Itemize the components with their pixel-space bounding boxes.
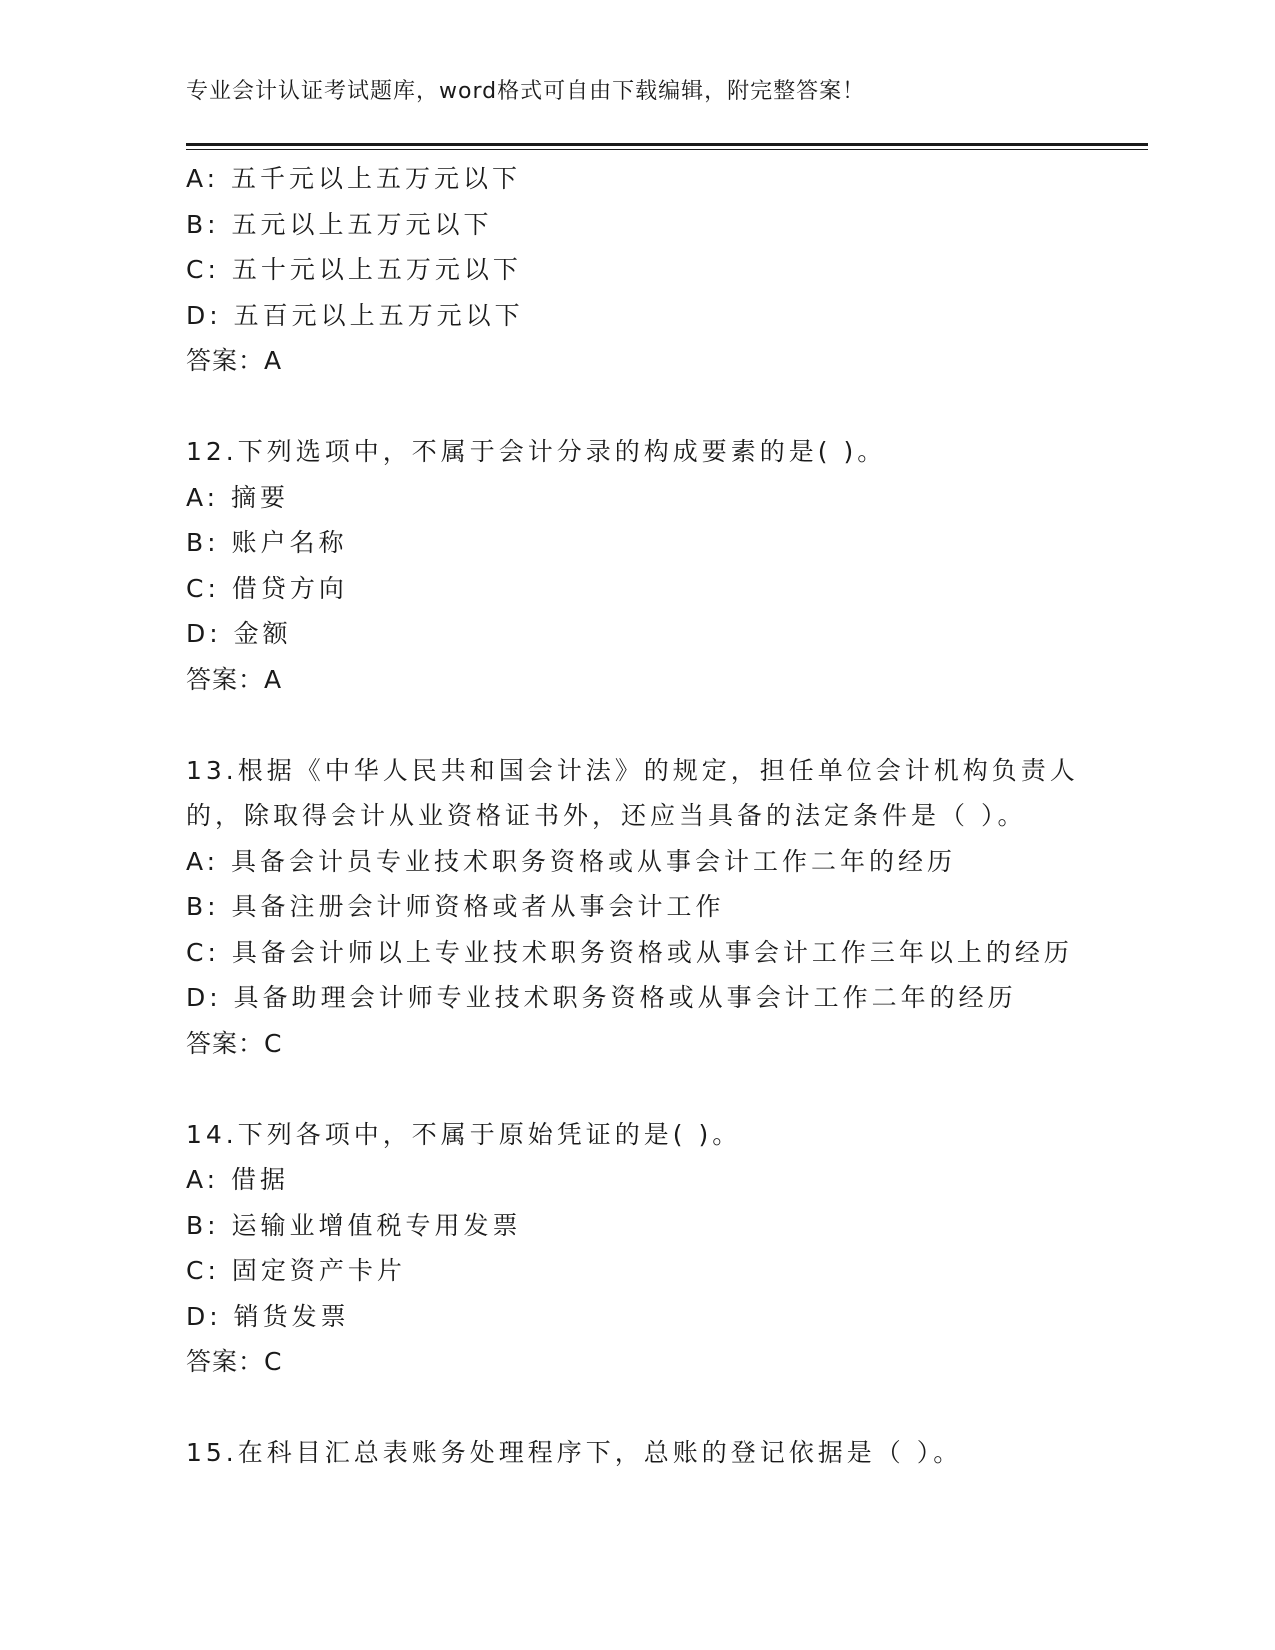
question-14-option-a: A: 借据 (186, 1165, 290, 1194)
page-header-text: 专业会计认证考试题库，word格式可自由下载编辑，附完整答案！ (186, 79, 866, 104)
spacer (186, 1385, 1146, 1431)
question-11-option-d: D: 五百元以上五万元以下 (186, 300, 524, 330)
question-14-option-b: B: 运输业增值税专用发票 (186, 1210, 522, 1240)
question-content (186, 156, 1146, 1476)
question-12-stem: 12.下列选项中，不属于会计分录的构成要素的是( )。 (186, 437, 887, 466)
question-12-option-d: D: 金额 (186, 619, 292, 648)
question-14-block (186, 1112, 1146, 1385)
question-14-answer: 答案：C (186, 1347, 283, 1376)
spacer (186, 1066, 1146, 1112)
question-15-stem: 15.在科目汇总表账务处理程序下，总账的登记依据是（ ）。 (186, 1438, 963, 1467)
question-13-option-a: A: 具备会计员专业技术职务资格或从事会计工作二年的经历 (186, 846, 957, 876)
question-14-option-c: C: 固定资产卡片 (186, 1256, 406, 1285)
question-11-block (186, 156, 1146, 384)
spacer (186, 702, 1146, 748)
question-12-answer: 答案：A (186, 664, 283, 694)
question-13-option-b: B: 具备注册会计师资格或者从事会计工作 (186, 892, 725, 921)
question-14-stem: 14.下列各项中，不属于原始凭证的是( )。 (186, 1119, 742, 1149)
question-11-option-b: B: 五元以上五万元以下 (186, 209, 493, 239)
question-11-answer: 答案：A (186, 346, 283, 375)
header-divider (186, 143, 1148, 150)
question-13-stem-line-2: 的，除取得会计从业资格证书外，还应当具备的法定条件是（ ）。 (186, 801, 1027, 830)
question-12-block (186, 429, 1146, 702)
question-15-block (186, 1430, 1146, 1476)
question-13-answer: 答案：C (186, 1028, 283, 1058)
question-12-option-a: A: 摘要 (186, 482, 290, 512)
question-13-option-c: C: 具备会计师以上专业技术职务资格或从事会计工作三年以上的经历 (186, 937, 1073, 967)
question-11-option-c: C: 五十元以上五万元以下 (186, 255, 522, 284)
spacer (186, 384, 1146, 430)
question-14-option-d: D: 销货发票 (186, 1301, 350, 1331)
question-11-option-a: A: 五千元以上五万元以下 (186, 164, 522, 193)
question-13-stem-line-1: 13.根据《中华人民共和国会计法》的规定，担任单位会计机构负责人 (186, 755, 1079, 785)
question-12-option-c: C: 借贷方向 (186, 573, 348, 603)
question-13-block (186, 748, 1146, 1067)
question-13-option-d: D: 具备助理会计师专业技术职务资格或从事会计工作二年的经历 (186, 983, 1017, 1012)
question-12-option-b: B: 账户名称 (186, 528, 348, 557)
